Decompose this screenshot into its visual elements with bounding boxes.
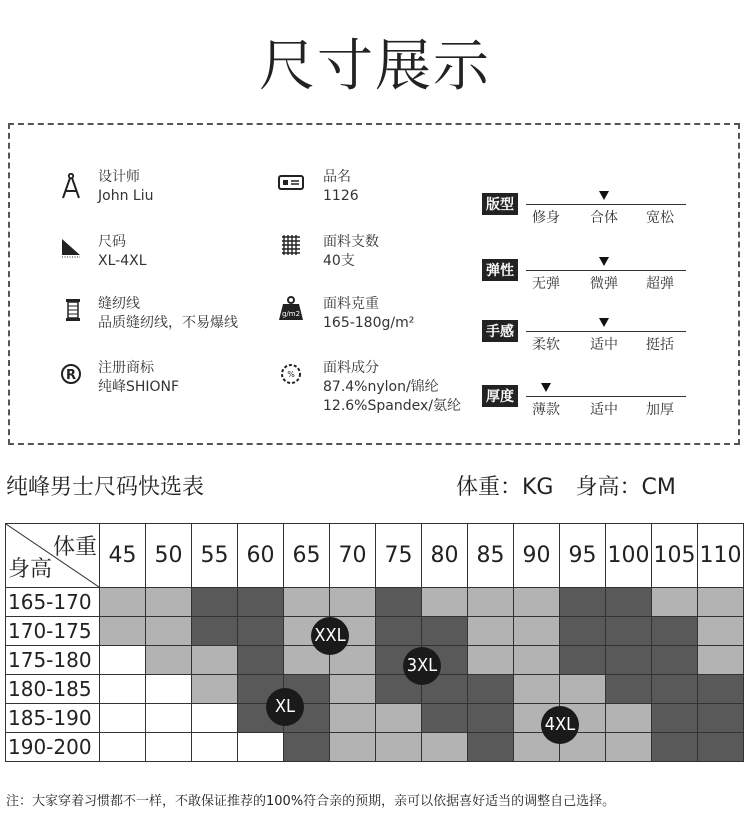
weight-icon	[278, 295, 304, 321]
size-cell	[100, 617, 146, 646]
fit-marker-icon	[599, 191, 609, 200]
spec-label: 面料成分	[323, 360, 379, 376]
svg-text:%: %	[287, 370, 295, 379]
svg-text:g/m2: g/m2	[281, 310, 301, 318]
fit-scale	[482, 385, 687, 437]
size-cell	[560, 646, 606, 675]
spec-label: 面料支数	[323, 234, 379, 250]
size-cell	[468, 617, 514, 646]
size-cell	[376, 733, 422, 762]
fit-option: 薄款	[532, 402, 560, 418]
height-label: 190-200	[6, 733, 100, 762]
fit-scale-line	[526, 204, 686, 205]
weight-header: 65	[284, 524, 330, 588]
size-cell	[652, 704, 698, 733]
size-cell	[146, 617, 192, 646]
fit-option: 柔软	[532, 337, 560, 353]
size-cell	[100, 588, 146, 617]
size-cell	[238, 733, 284, 762]
fit-option: 修身	[532, 210, 560, 226]
table-corner	[6, 524, 100, 588]
corner-weight-label: 体重	[52, 535, 97, 560]
size-cell	[422, 588, 468, 617]
height-label: 165-170	[6, 588, 100, 617]
spec-label: 缝纫线	[98, 296, 140, 312]
size-cell	[192, 733, 238, 762]
quick-chart-title: 纯峰男士尺码快选表	[6, 475, 205, 500]
spec-thread	[98, 295, 238, 333]
size-cell	[468, 675, 514, 704]
size-cell	[192, 675, 238, 704]
spec-composition	[323, 359, 461, 416]
weight-header: 75	[376, 524, 422, 588]
size-cell	[652, 617, 698, 646]
spec-label: 尺码	[98, 234, 126, 250]
height-label: 175-180	[6, 646, 100, 675]
size-cell	[284, 733, 330, 762]
spec-weight	[323, 295, 414, 333]
spec-value: 87.4%nylon/锦纶	[323, 379, 439, 395]
spec-value: 165-180g/m²	[323, 315, 415, 331]
fit-tag: 版型	[482, 193, 518, 215]
table-row	[6, 588, 744, 617]
spec-value: 40支	[323, 253, 355, 269]
table-row	[6, 646, 744, 675]
weight-header: 45	[100, 524, 146, 588]
size-cell	[560, 675, 606, 704]
size-cell	[468, 588, 514, 617]
size-cell	[698, 675, 744, 704]
spec-trademark	[98, 359, 179, 397]
size-cell	[468, 704, 514, 733]
size-cell	[606, 646, 652, 675]
fit-scale-line	[526, 270, 686, 271]
spec-designer	[98, 168, 153, 206]
size-badge: XL	[266, 688, 304, 726]
size-cell	[422, 733, 468, 762]
size-cell	[146, 704, 192, 733]
spec-value: XL-4XL	[98, 253, 147, 269]
fit-option: 合体	[590, 210, 618, 226]
size-cell	[192, 646, 238, 675]
svg-text:R: R	[65, 368, 77, 383]
spec-value: 12.6%Spandex/氨纶	[323, 398, 461, 414]
fit-scale	[482, 259, 687, 311]
fit-option: 适中	[590, 337, 618, 353]
fit-scale	[482, 193, 687, 245]
spec-label: 面料克重	[323, 296, 379, 312]
height-label: 185-190	[6, 704, 100, 733]
fit-marker-icon	[599, 257, 609, 266]
weight-header: 80	[422, 524, 468, 588]
spec-value: John Liu	[98, 188, 154, 204]
size-cell	[330, 675, 376, 704]
size-cell	[606, 675, 652, 704]
size-cell	[192, 617, 238, 646]
size-cell	[100, 704, 146, 733]
weight-header: 100	[606, 524, 652, 588]
spec-label: 品名	[323, 169, 351, 185]
size-cell	[606, 733, 652, 762]
fit-scale-line	[526, 396, 686, 397]
size-cell	[652, 646, 698, 675]
table-row	[6, 704, 744, 733]
size-cell	[330, 588, 376, 617]
size-cell	[698, 646, 744, 675]
size-cell	[560, 617, 606, 646]
size-cell	[652, 733, 698, 762]
page-title: 尺寸展示	[259, 34, 491, 99]
size-cell	[146, 588, 192, 617]
size-cell	[514, 617, 560, 646]
size-cell	[468, 646, 514, 675]
weight-header: 95	[560, 524, 606, 588]
fit-option: 挺括	[646, 337, 674, 353]
size-badge: 3XL	[403, 647, 441, 685]
size-cell	[238, 588, 284, 617]
fit-marker-icon	[599, 318, 609, 327]
size-cell	[698, 617, 744, 646]
fabric-weave-icon	[280, 233, 302, 259]
fit-tag: 厚度	[482, 385, 518, 407]
size-cell	[606, 588, 652, 617]
size-cell	[238, 646, 284, 675]
fit-option: 超弹	[646, 276, 674, 292]
weight-header: 110	[698, 524, 744, 588]
weight-header: 90	[514, 524, 560, 588]
fit-option: 微弹	[590, 276, 618, 292]
fit-option: 适中	[590, 402, 618, 418]
size-badge: 4XL	[541, 706, 579, 744]
spec-value: 1126	[323, 188, 359, 204]
footnote: 注：大家穿着习惯都不一样，不敢保证推荐的100%符合亲的预期，亲可以依据喜好适当的调整自己选择。	[6, 794, 616, 809]
table-row	[6, 675, 744, 704]
weight-header: 50	[146, 524, 192, 588]
size-cell	[422, 617, 468, 646]
size-cell	[330, 704, 376, 733]
size-cell	[560, 588, 606, 617]
corner-height-label: 身高	[8, 557, 53, 582]
size-cell	[146, 675, 192, 704]
spec-label: 注册商标	[98, 360, 154, 376]
fit-marker-icon	[541, 383, 551, 392]
fit-option: 无弹	[532, 276, 560, 292]
spec-product	[323, 168, 359, 206]
size-cell	[698, 704, 744, 733]
ruler-triangle-icon	[60, 233, 82, 259]
weight-header: 85	[468, 524, 514, 588]
weight-header: 105	[652, 524, 698, 588]
weight-header: 60	[238, 524, 284, 588]
size-badge: XXL	[311, 617, 349, 655]
table-header-row	[6, 524, 744, 588]
size-cell	[606, 704, 652, 733]
thread-spool-icon	[62, 297, 84, 323]
spec-yarn	[323, 233, 379, 271]
size-cell	[146, 733, 192, 762]
size-cell	[652, 588, 698, 617]
quick-chart-units: 体重：KG 身高：CM	[456, 475, 676, 500]
registered-mark-icon	[60, 361, 82, 387]
size-cell	[192, 588, 238, 617]
size-cell	[284, 588, 330, 617]
table-row	[6, 733, 744, 762]
size-cell	[514, 675, 560, 704]
height-label: 170-175	[6, 617, 100, 646]
size-cell	[376, 617, 422, 646]
size-cell	[514, 646, 560, 675]
size-cell	[330, 733, 376, 762]
percent-gauge-icon	[280, 361, 302, 387]
size-cell	[238, 617, 284, 646]
weight-header: 55	[192, 524, 238, 588]
size-cell	[652, 675, 698, 704]
size-table	[5, 523, 744, 762]
compass-icon	[60, 173, 82, 199]
fit-option: 加厚	[646, 402, 674, 418]
fit-scale	[482, 320, 687, 372]
size-cell	[698, 733, 744, 762]
size-cell	[606, 617, 652, 646]
size-cell	[422, 704, 468, 733]
size-cell	[146, 646, 192, 675]
fit-scale-line	[526, 331, 686, 332]
spec-value: 品质缝纫线，不易爆线	[98, 315, 238, 331]
size-cell	[100, 646, 146, 675]
fit-tag: 弹性	[482, 259, 518, 281]
size-cell	[698, 588, 744, 617]
height-label: 180-185	[6, 675, 100, 704]
spec-size	[98, 233, 147, 271]
size-cell	[192, 704, 238, 733]
size-cell	[514, 588, 560, 617]
size-cell	[468, 733, 514, 762]
fit-tag: 手感	[482, 320, 518, 342]
size-cell	[376, 588, 422, 617]
spec-value: 纯峰SHIONF	[98, 379, 180, 395]
size-cell	[376, 704, 422, 733]
size-cell	[100, 733, 146, 762]
size-cell	[100, 675, 146, 704]
id-card-icon	[278, 170, 304, 196]
spec-label: 设计师	[98, 169, 140, 185]
fit-option: 宽松	[646, 210, 674, 226]
weight-header: 70	[330, 524, 376, 588]
table-row	[6, 617, 744, 646]
